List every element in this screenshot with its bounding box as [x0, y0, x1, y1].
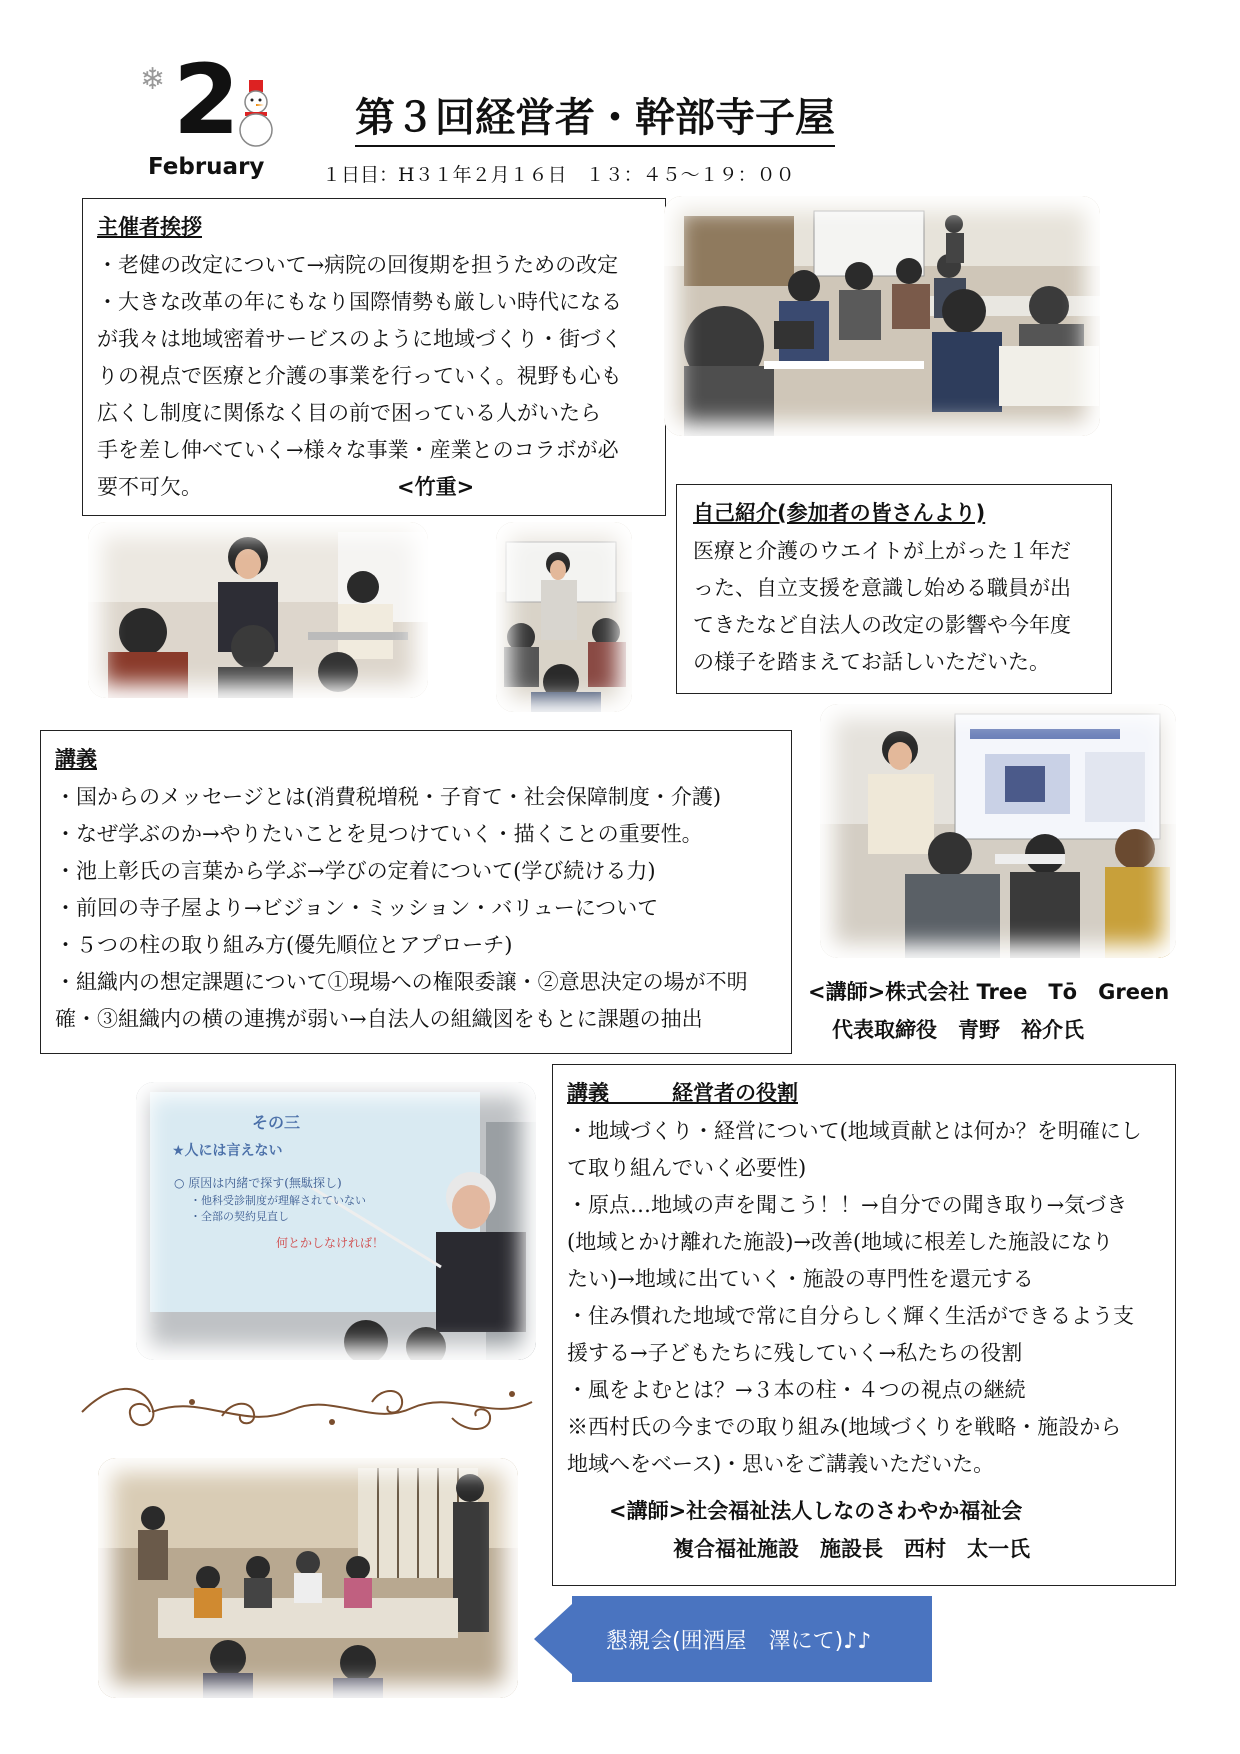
photo-man-speaker	[496, 522, 632, 712]
lecture1-line: ・５つの柱の取り組み方(優先順位とアプローチ)	[55, 933, 513, 957]
lecture1-line: ・国からのメッセージとは(消費税増税・子育て・社会保障制度・介護)	[55, 785, 722, 809]
slide-note: 何とかしなければ！	[276, 1236, 385, 1250]
intro-line: の様子を踏まえてお話しいただいた。	[693, 650, 1050, 674]
lecture1-line: ・なぜ学ぶのか→やりたいことを見つけていく・描くことの重要性。	[55, 822, 703, 846]
slide-item: ○ 原因は内緒で探す(無駄探し)	[174, 1176, 342, 1190]
photo-social-gathering	[98, 1458, 518, 1698]
slide-item: ・他科受診制度が理解されていない	[190, 1194, 366, 1207]
lecture2-lecturer-line1: <講師>社会福祉法人しなのさわやか福祉会	[609, 1499, 1023, 1523]
greeting-line: 手を差し伸べていく→様々な事業・産業とのコラボが必	[97, 438, 619, 462]
lecture2-heading: 講義 経営者の役割	[567, 1081, 798, 1105]
lecture1-lecturer-line2: 代表取締役 青野 裕介氏	[832, 1018, 1084, 1042]
slide-title: その三	[252, 1113, 301, 1132]
intro-heading: 自己紹介(参加者の皆さんより)	[693, 501, 986, 525]
date-line: １日目：H３１年２月１６日 １３：４５～１９：００	[322, 164, 795, 186]
greeting-line-last: 要不可欠。	[97, 475, 202, 499]
lecture2-line: 援する→子どもたちに残していく→私たちの役割	[567, 1341, 1023, 1365]
greeting-signature: <竹重>	[397, 475, 475, 499]
lecture2-line: 地域へをベース)・思いをご講義いただいた。	[567, 1452, 995, 1476]
snowflake-icon: ❄	[140, 62, 166, 97]
lecture1-line: 確・③組織内の横の連携が弱い→自法人の組織図をもとに課題の抽出	[55, 1007, 703, 1031]
photo-lecturer-aono	[820, 704, 1176, 958]
intro-line: った、自立支援を意識し始める職員が出	[693, 576, 1071, 600]
lecture2-line: ・原点…地域の声を聞こう！！→自分での聞き取り→気づき	[567, 1193, 1128, 1217]
lecture2-line: たい)→地域に出ていく・施設の専門性を還元する	[567, 1267, 1034, 1291]
greeting-line: が我々は地域密着サービスのように地域づくり・街づく	[97, 327, 622, 351]
greeting-line: りの視点で医療と介護の事業を行っていく。視野も心も	[97, 364, 622, 388]
lecture1-box	[40, 730, 792, 1054]
greeting-line: ・老健の改定について→病院の回復期を担うための改定	[97, 253, 619, 277]
photo-woman-speaker	[88, 522, 428, 698]
greeting-line: ・大きな改革の年にもなり国際情勢も厳しい時代になる	[97, 290, 622, 314]
photo-slide-presentation	[136, 1082, 536, 1360]
greeting-box	[82, 198, 666, 516]
greeting-line	[97, 469, 651, 506]
photo-classroom	[664, 196, 1100, 436]
lecture2-box	[552, 1064, 1176, 1586]
social-banner-text: 懇親会(囲酒屋 澤にて)♪♪	[606, 1629, 872, 1654]
calendar-month: February	[148, 154, 265, 180]
lecture1-line: ・前回の寺子屋より→ビジョン・ミッション・バリューについて	[55, 896, 659, 920]
snowman-icon	[232, 80, 282, 150]
slide-subtitle: ★人には言えない	[172, 1143, 283, 1159]
ornament-swirl	[72, 1372, 542, 1444]
slide-item: ・全部の契約見直し	[190, 1210, 289, 1223]
calendar-badge	[128, 44, 288, 192]
lecture1-line: ・池上彰氏の言葉から学ぶ→学びの定着について(学び続ける力)	[55, 859, 656, 883]
lecture2-lecturer-line2: 複合福祉施設 施設長 西村 太一氏	[673, 1537, 1030, 1561]
lecture2-line: て取り組んでいく必要性)	[567, 1156, 807, 1180]
lecture2-line: ※西村氏の今までの取り組み(地域づくりを戦略・施設から	[567, 1415, 1122, 1439]
lecture2-line: (地域とかけ離れた施設)→改善(地域に根差した施設になり	[567, 1230, 1114, 1254]
lecture2-line: ・住み慣れた地域で常に自分らしく輝く生活ができるよう支	[567, 1304, 1134, 1328]
lecture2-line: ・風をよむとは？→３本の柱・４つの視点の継続	[567, 1378, 1026, 1402]
lecture1-line: ・組織内の想定課題について①現場への権限委譲・②意思決定の場が不明	[55, 970, 748, 994]
intro-line: 医療と介護のウエイトが上がった１年だ	[693, 539, 1071, 563]
social-banner	[534, 1596, 934, 1682]
intro-line: てきたなど自法人の改定の影響や今年度	[693, 613, 1071, 637]
lecture1-heading: 講義	[55, 747, 97, 771]
intro-box	[676, 484, 1112, 694]
greeting-line: 広くし制度に関係なく目の前で困っている人がいたら	[97, 401, 601, 425]
lecture1-lecturer-line1: <講師>株式会社 Tree Tō Green	[808, 980, 1170, 1004]
calendar-number: 2	[173, 44, 240, 156]
greeting-heading: 主催者挨拶	[97, 215, 202, 239]
page-title: 第３回経営者・幹部寺子屋	[355, 86, 835, 147]
lecture2-line: ・地域づくり・経営について(地域貢献とは何か？を明確にし	[567, 1119, 1142, 1143]
